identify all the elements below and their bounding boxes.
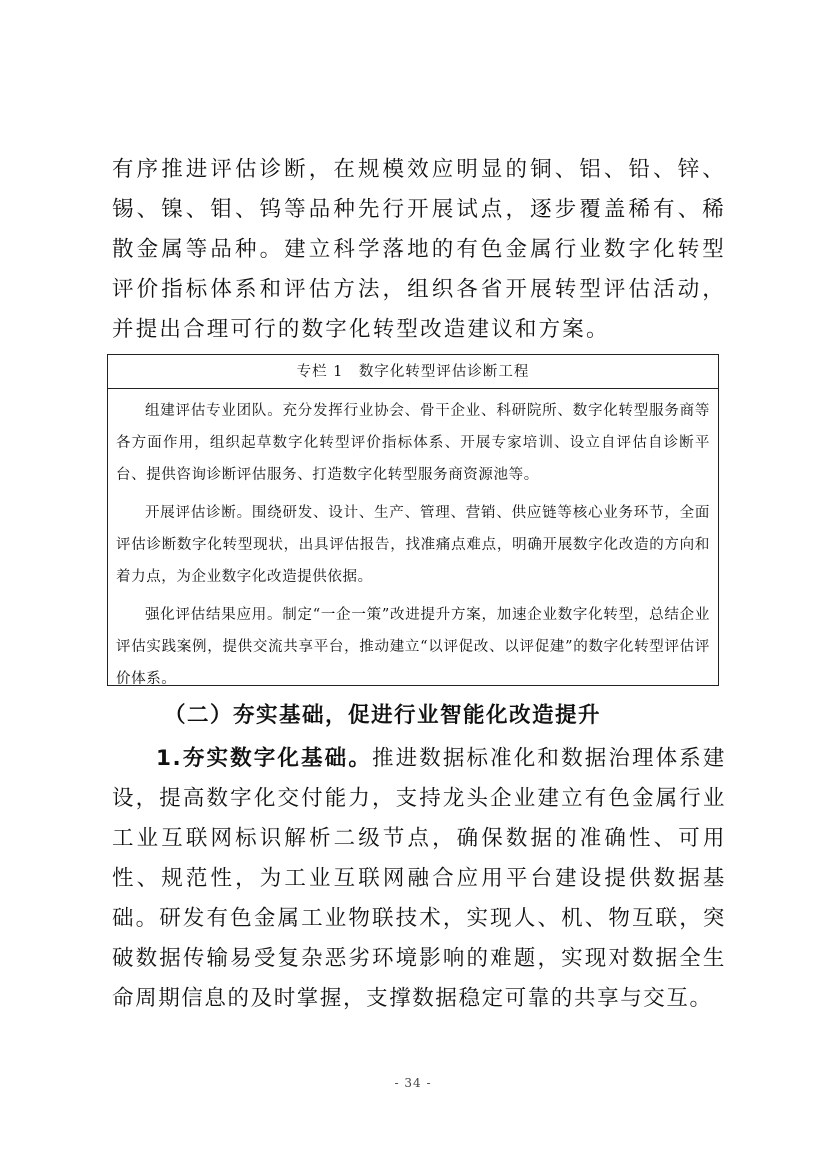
box-paragraph-team: 组建评估专业团队。充分发挥行业协会、骨干企业、科研院所、数字化转型服务商等各方面作用，组织起草数字化转型评价指标体系、开展专家培训、设立自评估自诊断平台、提供咨询诊断评估服务、打造数字化转型服务商资源池等。	[116, 403, 710, 483]
page-number: - 34 -	[394, 1076, 432, 1090]
section-heading: （二）夯实基础，促进行业智能化改造提升	[164, 703, 602, 728]
box-body	[108, 389, 718, 695]
box-title: 专栏 1 数字化转型评估诊断工程	[108, 355, 718, 389]
body-paragraph-bottom	[112, 739, 726, 1019]
box-paragraph-application: 强化评估结果应用。制定“一企一策”改进提升方案，加速企业数字化转型，总结企业评估实践案例，提供交流共享平台，推动建立“以评促改、以评促建”的数字化转型评估评价体系。	[116, 607, 710, 687]
paragraph-lead: 1.夯实数字化基础。	[156, 746, 372, 771]
paragraph-text: 推进数据标准化和数据治理体系建设，提高数字化交付能力，支持龙头企业建立有色金属行业工业互联网标识解析二级节点，确保数据的准确性、可用性、规范性，为工业互联网融合应用平台建设提供数据基础。研发有色金属工业物联技术，实现人、机、物互联，突破数据传输易受复杂恶劣环境影响的难题，实现对数据全生命周期信息的及时掌握，支撑数据稳定可靠的共享与交互。	[112, 746, 726, 1011]
sidebar-box-project-1	[107, 354, 719, 686]
body-paragraph-top: 有序推进评估诊断，在规模效应明显的铜、铝、铅、锌、锡、镍、钼、钨等品种先行开展试点，逐步覆盖稀有、稀散金属等品种。建立科学落地的有色金属行业数字化转型评价指标体系和评估方法，组织各省开展转型评估活动，并提出合理可行的数字化转型改造建议和方案。	[112, 157, 726, 342]
box-paragraph-diagnosis: 开展评估诊断。围绕研发、设计、生产、管理、营销、供应链等核心业务环节，全面评估诊断数字化转型现状，出具评估报告，找准痛点难点，明确开展数字化改造的方向和着力点，为企业数字化改造提供依据。	[116, 505, 710, 585]
